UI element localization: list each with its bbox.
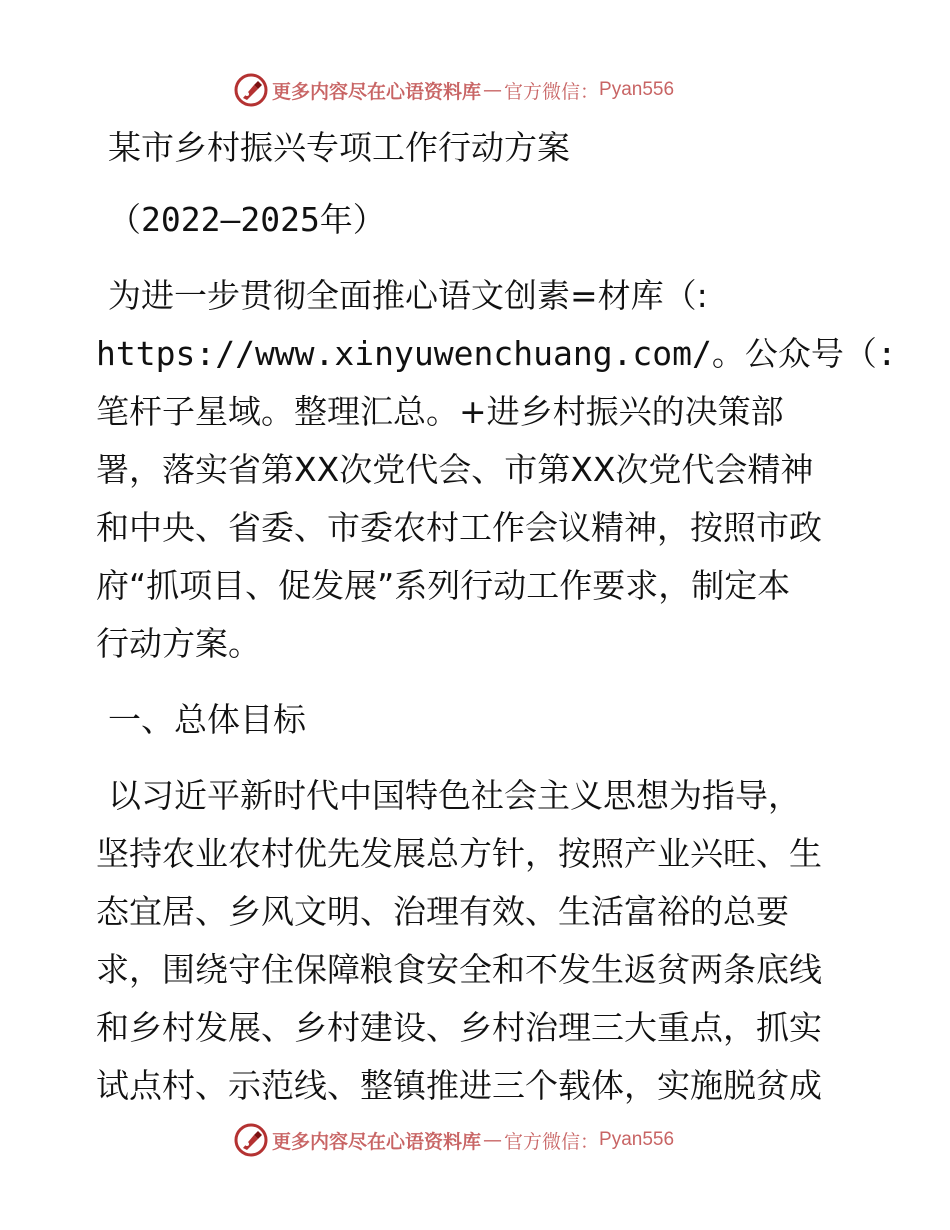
pen-logo-icon <box>234 73 268 107</box>
paragraph-line: 为进一步贯彻全面推心语文创素=材库（: <box>108 276 708 315</box>
paragraph-line: 态宜居、乡风文明、治理有效、生活富裕的总要 <box>96 892 789 931</box>
paragraph-line: 府“抓项目、促发展”系列行动工作要求，制定本 <box>96 566 791 605</box>
paragraph-line: 以习近平新时代中国特色社会主义思想为指导， <box>108 776 801 815</box>
paragraph-line: 和乡村发展、乡村建设、乡村治理三大重点，抓实 <box>96 1008 822 1047</box>
watermark-separator: — <box>483 79 503 101</box>
watermark-text: 更多内容尽在心语资料库 <box>272 80 482 103</box>
watermark-wechat-id: Pyan556 <box>599 1129 675 1150</box>
document-subtitle: （2022—2025年） <box>108 200 386 239</box>
paragraph-line: 笔杆子星域。整理汇总。+进乡村振兴的决策部 <box>96 392 784 431</box>
paragraph-line: https://www.xinyuwenchuang.com/。公众号（: <box>96 334 897 373</box>
paragraph-line: 坚持农业农村优先发展总方针，按照产业兴旺、生 <box>96 834 822 873</box>
watermark-separator: — <box>483 1129 503 1151</box>
paragraph-line: 行动方案。 <box>96 624 261 663</box>
watermark-text: 更多内容尽在心语资料库 <box>272 1130 482 1153</box>
watermark-sub: 官方微信： <box>504 1130 600 1153</box>
watermark-wechat-id: Pyan556 <box>599 79 675 100</box>
watermark-banner-bottom <box>234 1120 674 1160</box>
section-heading: 一、总体目标 <box>108 700 306 739</box>
pen-logo-icon <box>234 1123 268 1157</box>
paragraph-line: 和中央、省委、市委农村工作会议精神，按照市政 <box>96 508 822 547</box>
paragraph-line: 求，围绕守住保障粮食安全和不发生返贫两条底线 <box>96 950 822 989</box>
watermark-banner-top <box>234 70 674 110</box>
watermark-sub: 官方微信： <box>504 80 600 103</box>
paragraph-line: 署，落实省第XX次党代会、市第XX次党代会精神 <box>96 450 814 489</box>
document-title: 某市乡村振兴专项工作行动方案 <box>108 128 570 167</box>
paragraph-line: 试点村、示范线、整镇推进三个载体，实施脱贫成 <box>96 1066 822 1105</box>
